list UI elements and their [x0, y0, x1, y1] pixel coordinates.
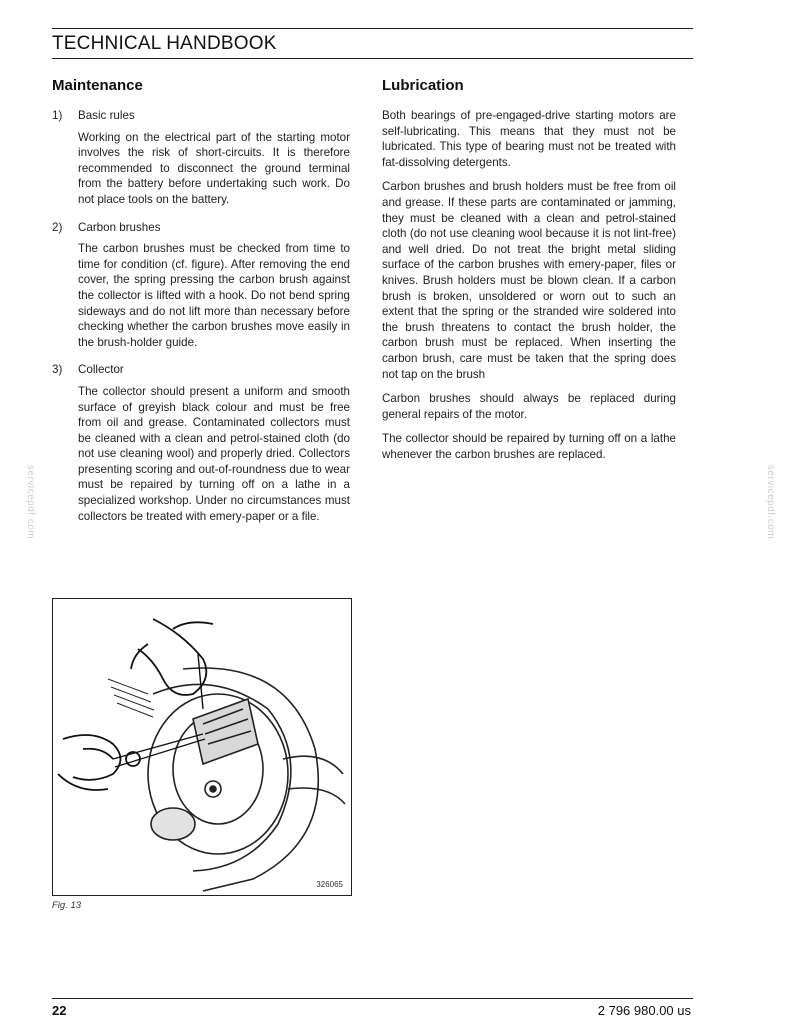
item-number: 3) [52, 363, 63, 377]
item-number: 2) [52, 220, 63, 234]
page-header-title: TECHNICAL HANDBOOK [52, 33, 277, 54]
maintenance-column [52, 108, 350, 536]
maintenance-item [52, 362, 350, 524]
figure-caption: Fig. 13 [52, 900, 82, 911]
lubrication-paragraph: Both bearings of pre-engaged-drive starting motors are self-lubricating. This means that they must not be lubricated. This type of bearing must not be treated with fat-dissolving detergents. [382, 109, 676, 169]
maintenance-heading: Maintenance [52, 77, 143, 94]
figure-box [52, 598, 352, 896]
lubrication-column [382, 108, 676, 471]
page-number: 22 [52, 1003, 67, 1018]
item-body: The collector should present a uniform and smooth surface of greyish black colour and must be free from oil and grease. Contaminated collectors must be cleaned with a clean and petrol-stained cloth (do not use cleaning wool) and properly dried. Collectors presenting scoring and out-of-roundness due to wear must be repaired by turning off on a lathe in a specialized workshop. Under no circumstances must collectors be treated with emery-paper or a file. [78, 384, 350, 523]
item-body: Working on the electrical part of the starting motor involves the risk of short-circuits. It is therefore recommended to disconnect the ground terminal from the battery before undertaking such work. Do not place tools on the battery. [78, 130, 350, 206]
maintenance-item [52, 108, 350, 208]
item-heading [52, 108, 350, 124]
item-heading [52, 362, 350, 378]
lubrication-paragraph: The collector should be repaired by turning off on a lathe whenever the carbon brushes are replaced. [382, 432, 676, 461]
lubrication-heading: Lubrication [382, 77, 464, 94]
item-heading [52, 220, 350, 236]
watermark-right: servicepdf.com [765, 465, 776, 540]
footer-rule [52, 998, 693, 999]
starter-motor-illustration [53, 599, 351, 895]
item-body: The carbon brushes must be checked from time to time for condition (cf. figure). After removing the end cover, the spring pressing the carbon brush against the collector is lifted with a hook. Do not bend spring sideways and do not lift more than necessary before checking whether the carbon brushes move easily in the brush-holder guide. [78, 242, 350, 349]
document-number: 2 796 980.00 us [597, 1003, 691, 1018]
header-top-rule [52, 28, 693, 29]
figure-code: 326065 [316, 880, 343, 889]
item-number: 1) [52, 109, 63, 122]
item-title: Basic rules [78, 109, 135, 122]
maintenance-item [52, 220, 350, 351]
item-title: Carbon brushes [78, 220, 161, 234]
lubrication-paragraph: Carbon brushes and brush holders must be free from oil and grease. If these parts are contaminated or jamming, they must be cleaned with a clean and petrol-stained cloth (do not use cleaning wool because it is not lint-free) and well dried. Do not treat the bright metal sliding surface of the carbon brushes with emery-paper, files or knives. Brush holders must be blown clean. If a carbon brush is broken, unsoldered or worn out to such an extent that the spring or the stranded wire soldered into the brush threatens to contact the brush holder, the carbon brush must be replaced. When inserting the carbon brush, care must be taken that the spring does not tap on the brush [382, 180, 676, 381]
lubrication-paragraph: Carbon brushes should always be replaced during general repairs of the motor. [382, 392, 676, 421]
item-title: Collector [78, 363, 124, 377]
watermark-left: servicepdf.com [25, 465, 36, 540]
header-bottom-rule [52, 58, 693, 59]
